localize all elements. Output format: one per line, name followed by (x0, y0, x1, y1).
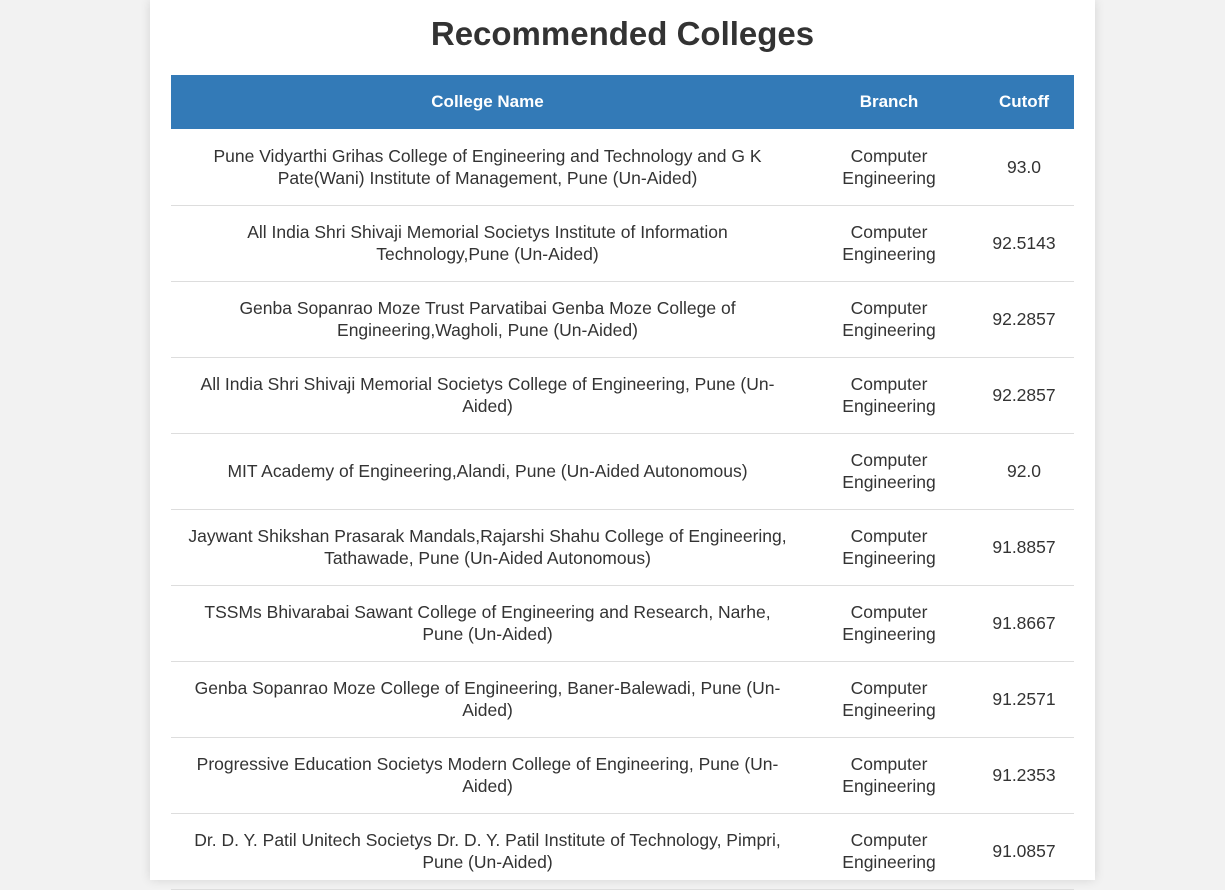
college-name-cell: MIT Academy of Engineering,Alandi, Pune (Un-Aided Autonomous) (171, 433, 804, 509)
college-name-cell: Jaywant Shikshan Prasarak Mandals,Rajarshi Shahu College of Engineering, Tathawade, Pune (Un-Aided Autonomous) (171, 509, 804, 585)
table-row (171, 357, 1074, 433)
results-card (150, 0, 1095, 880)
branch-cell: Computer Engineering (804, 205, 974, 281)
table-body (171, 129, 1074, 889)
branch-cell: Computer Engineering (804, 661, 974, 737)
table-row (171, 661, 1074, 737)
college-name-cell: Progressive Education Societys Modern College of Engineering, Pune (Un-Aided) (171, 737, 804, 813)
cutoff-cell: 92.0 (974, 433, 1074, 509)
column-header-cutoff: Cutoff (974, 75, 1074, 129)
table-row (171, 737, 1074, 813)
column-header-branch: Branch (804, 75, 974, 129)
cutoff-cell: 91.2353 (974, 737, 1074, 813)
branch-cell: Computer Engineering (804, 509, 974, 585)
branch-cell: Computer Engineering (804, 585, 974, 661)
college-name-cell: All India Shri Shivaji Memorial Societys College of Engineering, Pune (Un-Aided) (171, 357, 804, 433)
college-name-cell: Genba Sopanrao Moze College of Engineering, Baner-Balewadi, Pune (Un-Aided) (171, 661, 804, 737)
table-row (171, 433, 1074, 509)
column-header-college-name: College Name (171, 75, 804, 129)
table-row (171, 813, 1074, 889)
cutoff-cell: 91.0857 (974, 813, 1074, 889)
table-row (171, 281, 1074, 357)
table-header (171, 75, 1074, 129)
college-name-cell: All India Shri Shivaji Memorial Societys Institute of Information Technology,Pune (Un-Aided) (171, 205, 804, 281)
table-row (171, 205, 1074, 281)
cutoff-cell: 92.2857 (974, 357, 1074, 433)
branch-cell: Computer Engineering (804, 281, 974, 357)
table-row (171, 509, 1074, 585)
cutoff-cell: 93.0 (974, 129, 1074, 205)
cutoff-cell: 91.2571 (974, 661, 1074, 737)
header-row (171, 75, 1074, 129)
colleges-table (171, 75, 1074, 890)
cutoff-cell: 91.8667 (974, 585, 1074, 661)
table-row (171, 129, 1074, 205)
page-title: Recommended Colleges (430, 15, 815, 52)
college-name-cell: TSSMs Bhivarabai Sawant College of Engineering and Research, Narhe, Pune (Un-Aided) (171, 585, 804, 661)
branch-cell: Computer Engineering (804, 357, 974, 433)
cutoff-cell: 92.2857 (974, 281, 1074, 357)
college-name-cell: Genba Sopanrao Moze Trust Parvatibai Genba Moze College of Engineering,Wagholi, Pune (Un-Aided) (171, 281, 804, 357)
cutoff-cell: 92.5143 (974, 205, 1074, 281)
table-row (171, 585, 1074, 661)
cutoff-cell: 91.8857 (974, 509, 1074, 585)
branch-cell: Computer Engineering (804, 737, 974, 813)
branch-cell: Computer Engineering (804, 813, 974, 889)
branch-cell: Computer Engineering (804, 433, 974, 509)
branch-cell: Computer Engineering (804, 129, 974, 205)
college-name-cell: Dr. D. Y. Patil Unitech Societys Dr. D. Y. Patil Institute of Technology, Pimpri, Pune (Un-Aided) (171, 813, 804, 889)
college-name-cell: Pune Vidyarthi Grihas College of Engineering and Technology and G K Pate(Wani) Institute of Management, Pune (Un-Aided) (171, 129, 804, 205)
